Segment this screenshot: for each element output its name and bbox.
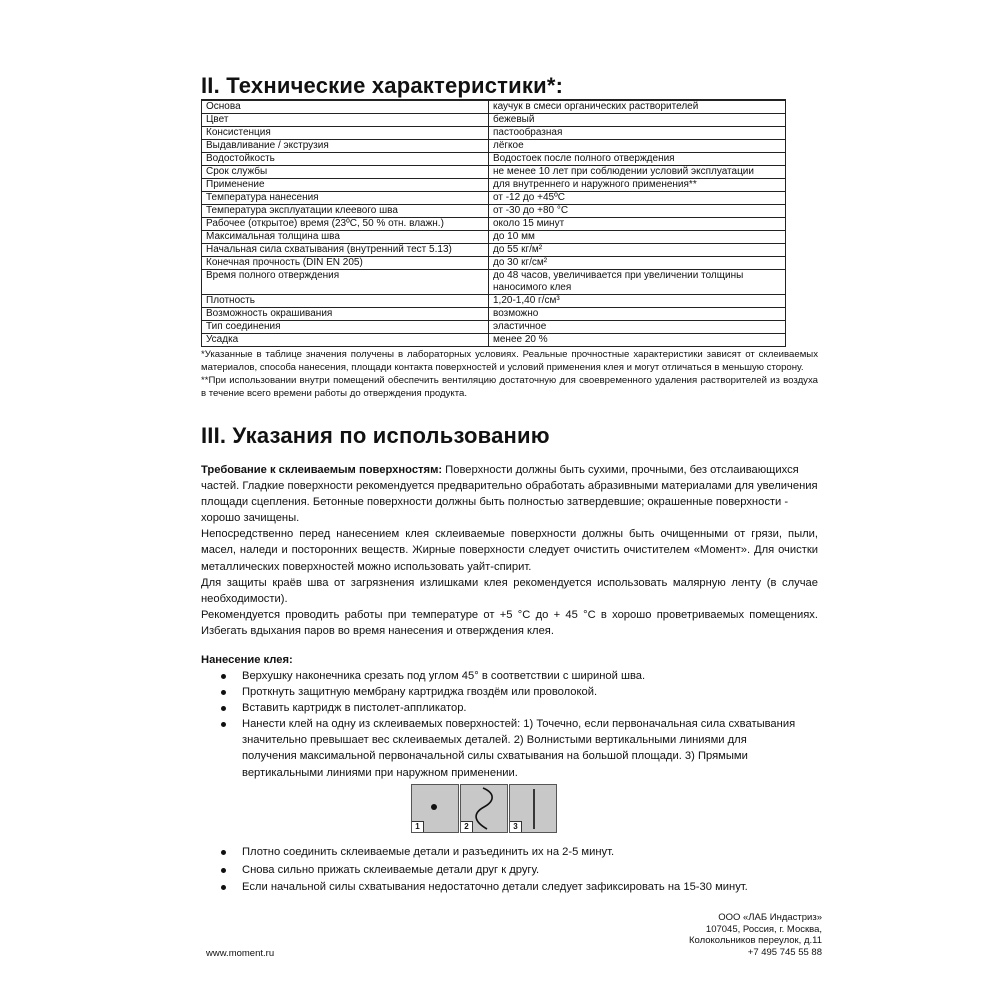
spec-key: Срок службы	[202, 166, 489, 179]
step-text: Вставить картридж в пистолет-аппликатор.	[242, 702, 467, 715]
spec-value: каучук в смеси органических растворителей	[489, 100, 786, 114]
spec-key: Плотность	[202, 295, 489, 308]
spec-value: 1,20-1,40 г/см³	[489, 295, 786, 308]
cleaning-paragraph: Непосредственно перед нанесением клея склеиваемые поверхности должны быть очищенными от грязи, пыли, масел, наледи и посторонних веществ. Жирные поверхности следует очистить очистителем «Момент». Для очистки металлических поверхностей можно использовать уайт-спирит.	[201, 528, 818, 573]
spec-value: до 30 кг/см²	[489, 257, 786, 270]
list-item	[201, 716, 801, 780]
bullet-icon	[221, 868, 226, 873]
application-heading: Нанесение клея:	[201, 654, 293, 666]
table-row	[202, 321, 786, 334]
spec-value	[489, 270, 786, 295]
table-row	[202, 192, 786, 205]
pattern-dot-panel	[411, 784, 459, 833]
spec-value: около 15 минут	[489, 218, 786, 231]
table-row	[202, 295, 786, 308]
bullet-icon	[221, 722, 226, 727]
masking-tape-paragraph: Для защиты краёв шва от загрязнения излишками клея рекомендуется использовать малярную ленту (в случае необходимости).	[201, 576, 818, 605]
table-row	[202, 270, 786, 295]
spec-key: Рабочее (открытое) время (23ºC, 50 % отн. влажн.)	[202, 218, 489, 231]
spec-value: Водостоек после полного отверждения	[489, 153, 786, 166]
step-text: Плотно соединить склеиваемые детали и разъединить их на 2-5 минут.	[242, 846, 615, 858]
application-steps	[201, 668, 801, 781]
specs-table	[201, 99, 786, 347]
spec-key: Водостойкость	[202, 153, 489, 166]
surface-requirements	[201, 462, 818, 526]
step-text: Если начальной силы схватывания недостаточно детали следует зафиксировать на 15-30 минут.	[242, 881, 748, 894]
spec-key: Выдавливание / экструзия	[202, 140, 489, 153]
spec-value-line: до 48 часов, увеличивается при увеличении толщины	[493, 270, 744, 281]
spec-value: эластичное	[489, 321, 786, 334]
spec-value: от -30 до +80 °C	[489, 205, 786, 218]
spec-value: менее 20 %	[489, 334, 786, 347]
bullet-icon	[221, 850, 226, 855]
phone-number: +7 495 745 55 88	[747, 946, 822, 958]
list-item	[201, 684, 801, 700]
table-row	[202, 334, 786, 347]
table-row	[202, 257, 786, 270]
footnote-lab-conditions: *Указанные в таблице значения получены в лабораторных условиях. Реальные прочностные характеристики зависят от склеиваемых материалов, способа нанесения, площади контакта поверхностей и условий применения клея и могут отличаться в меньшую сторону.	[201, 349, 818, 373]
spec-key: Возможность окрашивания	[202, 308, 489, 321]
step-text: Проткнуть защитную мембрану картриджа гвоздём или проволокой.	[242, 686, 598, 699]
panel-number: 1	[412, 821, 424, 832]
spec-key: Конечная прочность (DIN EN 205)	[202, 257, 489, 270]
panel-number: 3	[510, 821, 522, 832]
table-row	[202, 140, 786, 153]
footnote-ventilation: **При использовании внутри помещений обеспечить вентиляцию достаточную для своевременного удаления растворителей из воздуха в течение всего времени работы до отверждения продукта.	[201, 375, 818, 399]
spec-value: не менее 10 лет при соблюдении условий эксплуатации	[489, 166, 786, 179]
table-row	[202, 218, 786, 231]
spec-value: от -12 до +45ºC	[489, 192, 786, 205]
table-row	[202, 179, 786, 192]
spec-key: Температура нанесения	[202, 192, 489, 205]
bullet-icon	[221, 690, 226, 695]
list-item	[201, 668, 801, 684]
step-text: Верхушку наконечника срезать под углом 45° в соответствии с шириной шва.	[242, 670, 646, 682]
list-item	[201, 700, 801, 716]
address-line: 107045, Россия, г. Москва,	[705, 923, 822, 935]
bullet-icon	[221, 706, 226, 711]
usage-text	[201, 462, 818, 639]
list-item	[201, 879, 801, 895]
step-text: Нанести клей на одну из склеиваемых поверхностей: 1) Точечно, если первоначальная сила схватывания значительно превышает вес склеиваемых деталей. 2) Волнистыми вертикальными линиями для получения максимальной первоначальной силы схватывания на большой площади. 3) Прямыми вертикальными линиями при наружном применении.	[242, 718, 796, 779]
table-row	[202, 114, 786, 127]
application-patterns-figure	[411, 784, 561, 833]
spec-key: Применение	[202, 179, 489, 192]
pattern-straight-panel	[509, 784, 557, 833]
table-row	[202, 100, 786, 114]
spec-key: Цвет	[202, 114, 489, 127]
table-row	[202, 308, 786, 321]
website: www.moment.ru	[206, 948, 275, 959]
spec-value: для внутреннего и наружного применения**	[489, 179, 786, 192]
table-row	[202, 231, 786, 244]
spec-value: до 10 мм	[489, 231, 786, 244]
bullet-icon	[221, 674, 226, 679]
table-row	[202, 153, 786, 166]
spec-value: до 55 кг/м²	[489, 244, 786, 257]
list-item	[201, 862, 801, 878]
table-row	[202, 244, 786, 257]
spec-key: Усадка	[202, 334, 489, 347]
panel-number: 2	[461, 821, 473, 832]
spec-key: Максимальная толщина шва	[202, 231, 489, 244]
spec-value: лёгкое	[489, 140, 786, 153]
spec-key: Температура эксплуатации клеевого шва	[202, 205, 489, 218]
table-row	[202, 205, 786, 218]
company-address	[620, 912, 822, 958]
spec-key: Тип соединения	[202, 321, 489, 334]
pattern-wavy-panel	[460, 784, 508, 833]
step-text: Снова сильно прижать склеиваемые детали друг к другу.	[242, 863, 540, 876]
spec-value-line: наносимого клея	[493, 282, 572, 293]
surface-requirements-text: Поверхности должны быть сухими, прочными, без отслаивающихся частей. Гладкие поверхности рекомендуется предварительно обработать абразивными материалами для увеличения площади сцепления. Бетонные поверхности должны быть полностью затвердевшие; окрашенные поверхности - хорошо зачищены.	[201, 464, 818, 525]
spec-value: возможно	[489, 308, 786, 321]
table-row	[202, 166, 786, 179]
section-2-title: II. Технические характеристики*:	[201, 73, 564, 98]
temperature-paragraph: Рекомендуется проводить работы при температуре от +5 °C до + 45 °C в хорошо проветриваемых помещениях. Избегать вдыхания паров во время нанесения и отверждения клея.	[201, 608, 818, 637]
bullet-icon	[221, 885, 226, 890]
table-footnotes	[201, 348, 818, 400]
table-row	[202, 127, 786, 140]
company-name: ООО «ЛАБ Индастриз»	[718, 912, 822, 923]
application-steps-continued	[201, 844, 801, 897]
spec-key: Время полного отверждения	[202, 270, 489, 295]
spec-value: пастообразная	[489, 127, 786, 140]
section-3-title: III. Указания по использованию	[201, 423, 550, 448]
spec-key: Основа	[202, 100, 489, 114]
spec-value: бежевый	[489, 114, 786, 127]
list-item	[201, 844, 801, 860]
surface-requirements-label: Требование к склеиваемым поверхностям:	[201, 464, 443, 476]
address-line: Колокольников переулок, д.11	[689, 935, 822, 947]
spec-key: Консистенция	[202, 127, 489, 140]
spec-key: Начальная сила схватывания (внутренний тест 5.13)	[202, 244, 489, 257]
